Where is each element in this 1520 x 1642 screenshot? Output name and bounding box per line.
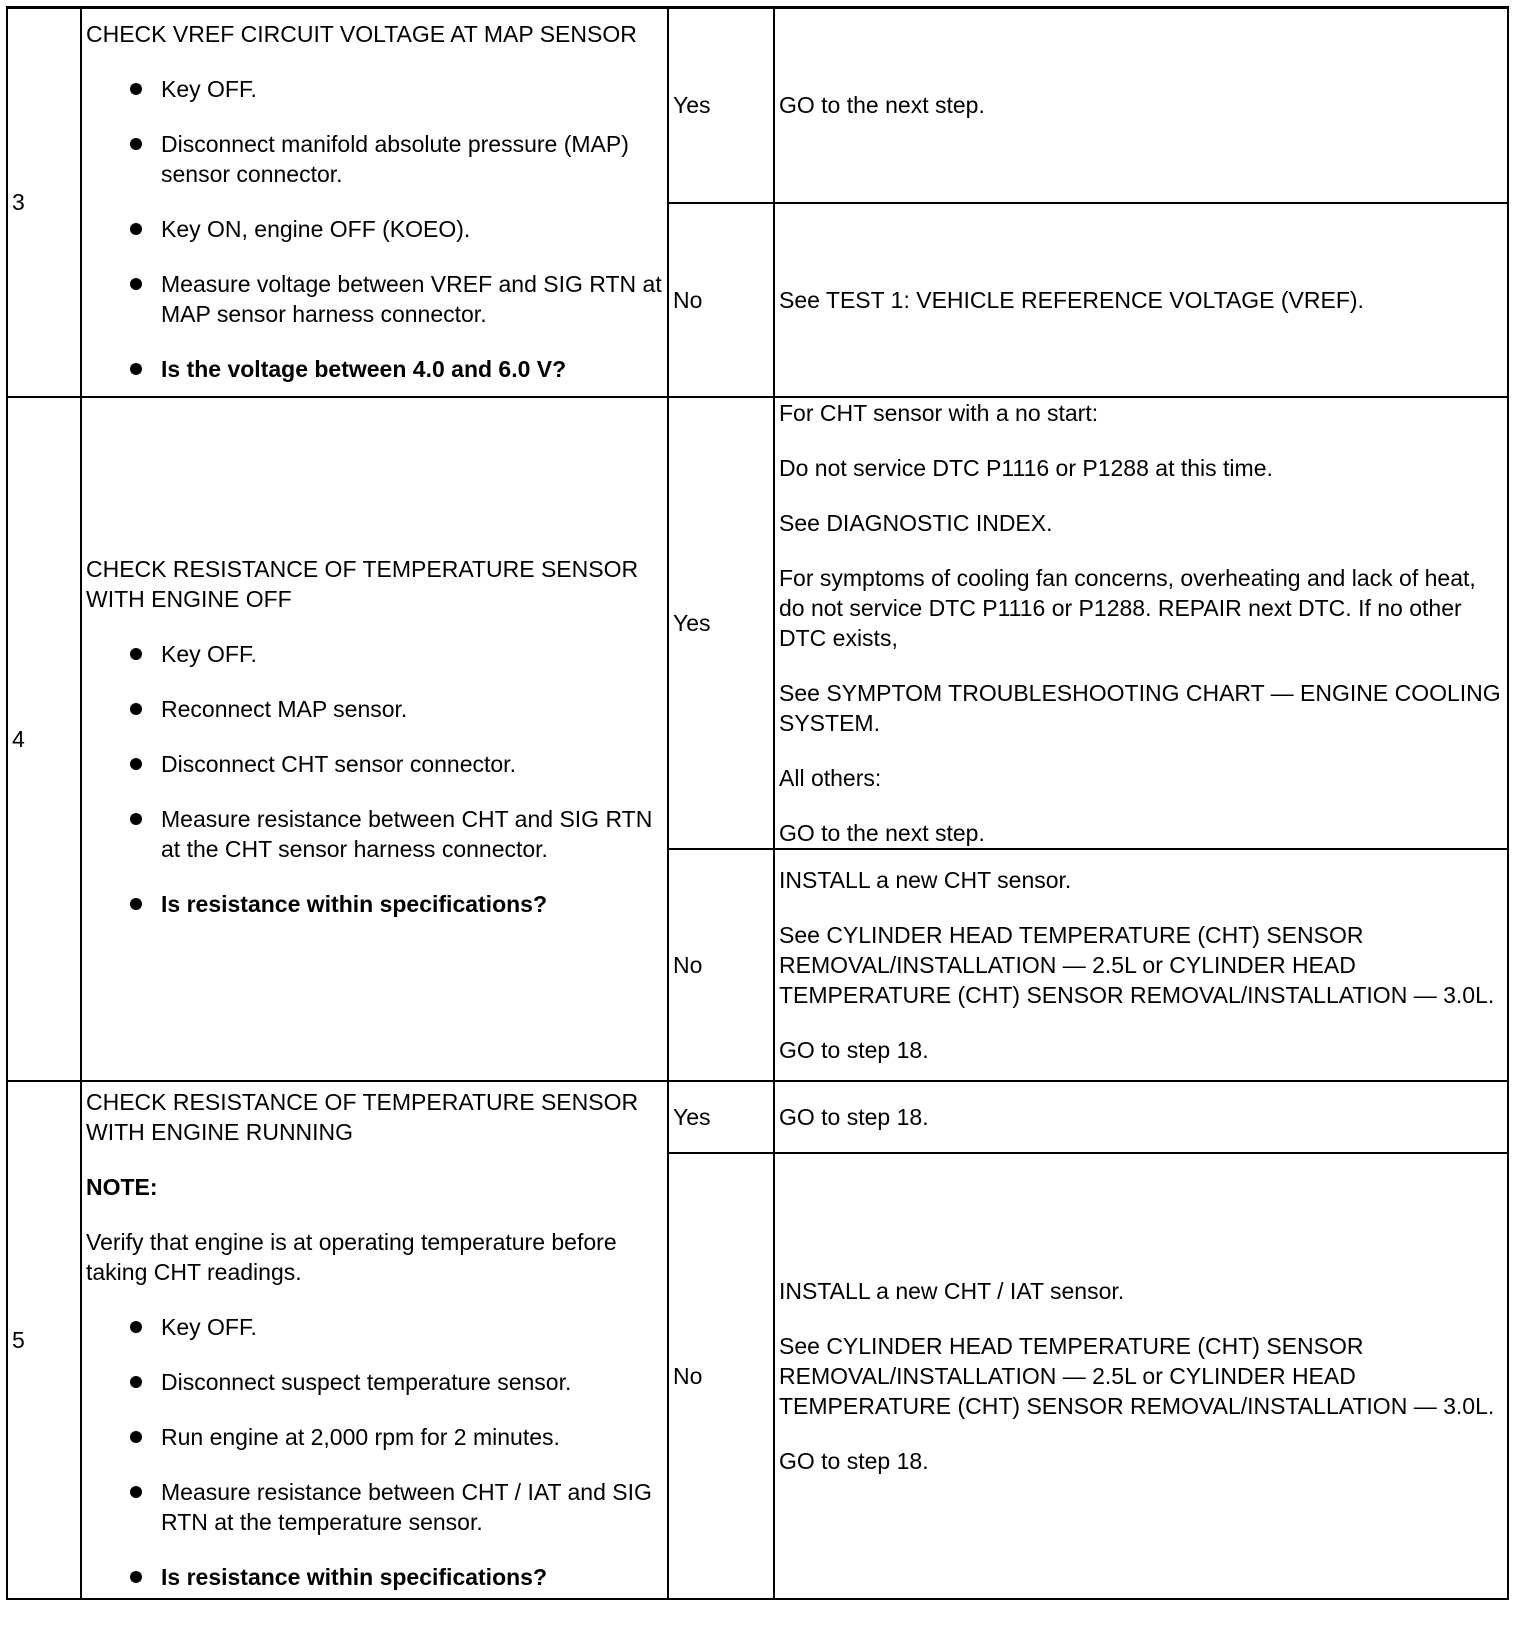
bullet-item: Key OFF. [128,1312,663,1342]
result-line: All others: [779,764,882,791]
result-line: GO to the next step. [779,819,985,846]
result-line: See SYMPTOM TROUBLESHOOTING CHART — ENGINE COOLING SYSTEM. [779,679,1501,736]
result-line: Do not service DTC P1116 or P1288 at this time. [779,454,1273,481]
question-item: Is resistance within specifications? [128,889,663,919]
result-line: INSTALL a new CHT / IAT sensor. [779,1277,1125,1304]
bullet-item: Disconnect CHT sensor connector. [128,749,663,779]
step-title: CHECK RESISTANCE OF TEMPERATURE SENSOR WITH ENGINE OFF [86,556,639,612]
result-line: GO to step 18. [779,1036,929,1063]
bullet-item: Key ON, engine OFF (KOEO). [128,214,663,244]
diagnostic-table [6,6,1509,1600]
step-number: 5 [7,1081,81,1599]
result-yes [774,397,1508,849]
step-title: CHECK RESISTANCE OF TEMPERATURE SENSOR WITH ENGINE RUNNING [86,1088,639,1145]
result-line: GO to step 18. [779,1103,929,1130]
answer-yes: Yes [668,397,774,849]
result-line: For CHT sensor with a no start: [779,399,1099,426]
step-4-yes-row [7,397,1508,849]
bullet-item: Measure resistance between CHT and SIG RTN at the CHT sensor harness connector. [128,804,663,864]
question-item: Is the voltage between 4.0 and 6.0 V? [128,354,663,384]
bullet-item: Measure voltage between VREF and SIG RTN at MAP sensor harness connector. [128,269,663,329]
note-text: Verify that engine is at operating temperature before taking CHT readings. [86,1228,617,1285]
answer-yes: Yes [668,8,774,203]
result-line: For symptoms of cooling fan concerns, overheating and lack of heat, do not service DTC P1116 or P1288. REPAIR next DTC. If no other DTC exists, [779,564,1476,651]
step-5-yes-row [7,1081,1508,1153]
note-label: NOTE: [86,1173,158,1200]
step-action [81,1081,668,1599]
bullet-item: Key OFF. [128,639,663,669]
result-yes [774,8,1508,203]
result-line: See TEST 1: VEHICLE REFERENCE VOLTAGE (VREF). [779,286,1364,313]
bullet-list [86,74,663,384]
result-line: INSTALL a new CHT sensor. [779,866,1072,893]
step-3-yes-row [7,8,1508,203]
step-title: CHECK VREF CIRCUIT VOLTAGE AT MAP SENSOR [86,21,637,48]
result-line: See DIAGNOSTIC INDEX. [779,509,1053,536]
step-action [81,397,668,1081]
answer-no: No [668,849,774,1081]
result-line: See CYLINDER HEAD TEMPERATURE (CHT) SENSOR REMOVAL/INSTALLATION — 2.5L or CYLINDER HEAD TEMPERATURE (CHT) SENSOR REMOVAL/INSTALLATION — 3.0L. [779,921,1495,1008]
step-number: 4 [7,397,81,1081]
answer-yes: Yes [668,1081,774,1153]
result-no [774,849,1508,1081]
result-no [774,1153,1508,1599]
bullet-item: Reconnect MAP sensor. [128,694,663,724]
bullet-item: Measure resistance between CHT / IAT and SIG RTN at the temperature sensor. [128,1477,663,1537]
result-line: GO to step 18. [779,1447,929,1474]
result-no [774,203,1508,397]
bullet-item: Key OFF. [128,74,663,104]
answer-no: No [668,1153,774,1599]
result-line: GO to the next step. [779,92,985,119]
bullet-list [86,1312,663,1592]
step-number: 3 [7,8,81,397]
bullet-item: Disconnect manifold absolute pressure (MAP) sensor connector. [128,129,663,189]
result-line: See CYLINDER HEAD TEMPERATURE (CHT) SENSOR REMOVAL/INSTALLATION — 2.5L or CYLINDER HEAD TEMPERATURE (CHT) SENSOR REMOVAL/INSTALLATION — 3.0L. [779,1332,1495,1419]
bullet-item: Run engine at 2,000 rpm for 2 minutes. [128,1422,663,1452]
bullet-list [86,639,663,919]
bullet-item: Disconnect suspect temperature sensor. [128,1367,663,1397]
step-action [81,8,668,397]
answer-no: No [668,203,774,397]
question-item: Is resistance within specifications? [128,1562,663,1592]
result-yes [774,1081,1508,1153]
